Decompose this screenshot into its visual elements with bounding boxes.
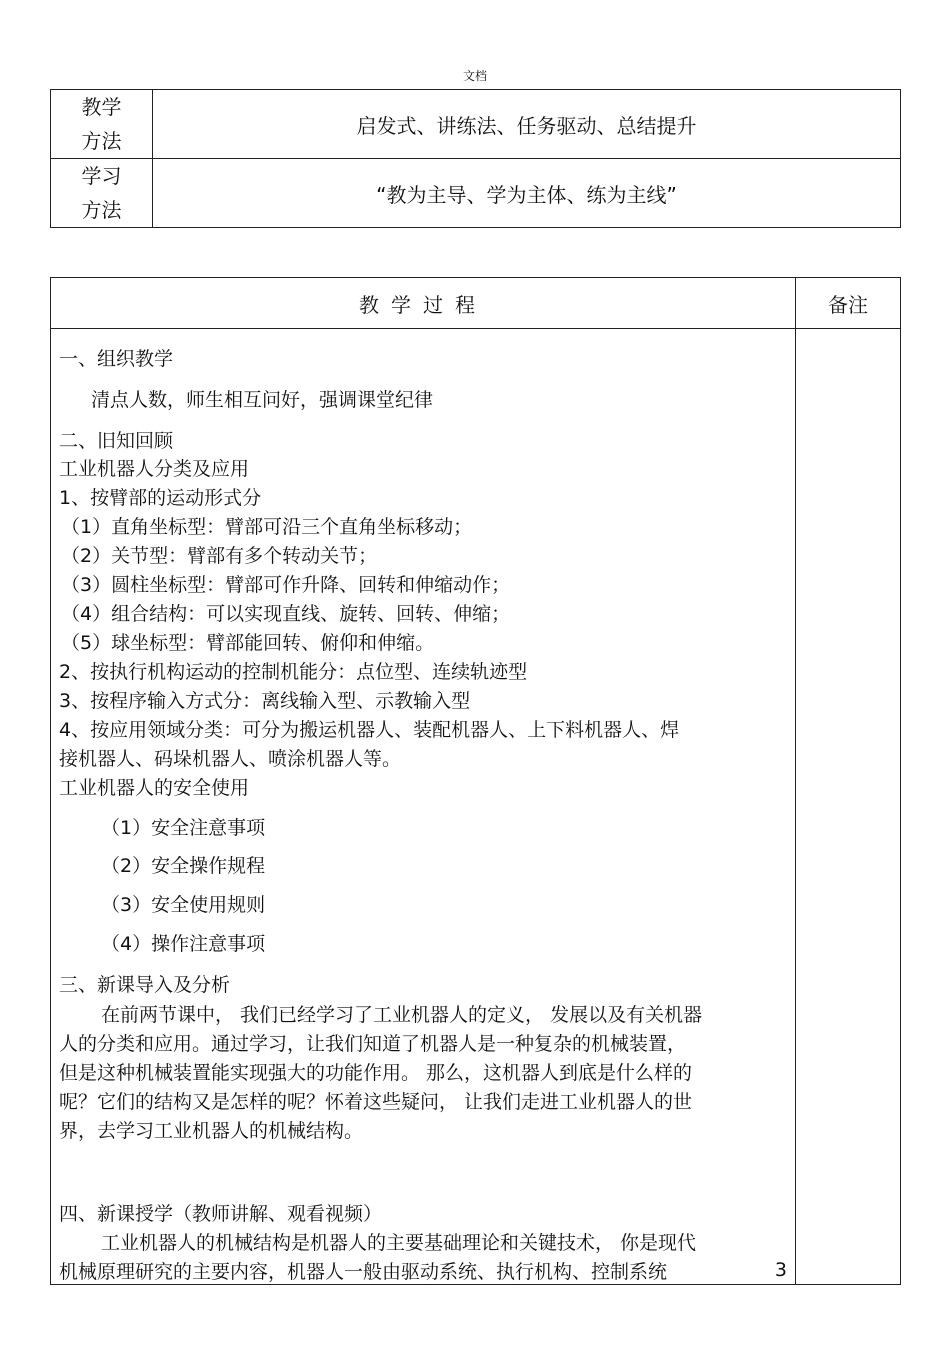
process-heading: 教学过程 <box>51 278 796 329</box>
method-table <box>50 89 901 228</box>
process-table <box>50 277 901 1285</box>
text-line: 1、按臂部的运动形式分 <box>59 487 262 509</box>
learning-method-value: “教为主导、学为主体、练为主线” <box>153 159 901 228</box>
notes-heading: 备注 <box>796 278 901 329</box>
notes-cell <box>796 329 901 1285</box>
text-line: 在前两节课中， 我们已经学习了工业机器人的定义， 发展以及有关机器 <box>101 1004 703 1026</box>
section-heading: 三、新课导入及分析 <box>59 974 231 996</box>
text-line: （1）直角坐标型：臂部可沿三个直角坐标移动； <box>61 516 473 538</box>
text-line: 2、按执行机构运动的控制机能分：点位型、连续轨迹型 <box>59 661 528 683</box>
text-line: （5）球坐标型：臂部能回转、俯仰和伸缩。 <box>61 632 435 654</box>
text-line: 但是这种机械装置能实现强大的功能作用。 那么，这机器人到底是什么样的 <box>59 1062 693 1084</box>
text-line: 3、按程序输入方式分：离线输入型、示教输入型 <box>59 690 471 712</box>
text-line: 接机器人、码垛机器人、喷涂机器人等。 <box>59 748 402 770</box>
text-line: 4、按应用领域分类：可分为搬运机器人、装配机器人、上下料机器人、焊 <box>59 719 680 741</box>
text-line: 工业机器人的安全使用 <box>59 777 250 799</box>
text-line: （2）安全操作规程 <box>101 855 266 877</box>
teaching-method-label: 教学 方法 <box>51 90 153 159</box>
teaching-method-value: 启发式、讲练法、任务驱动、总结提升 <box>153 90 901 159</box>
text-line: （4）操作注意事项 <box>101 933 266 955</box>
text-line: 清点人数，师生相互问好，强调课堂纪律 <box>91 389 434 411</box>
text-line: （3）安全使用规则 <box>101 894 266 916</box>
text-line: （1）安全注意事项 <box>101 817 266 839</box>
text-line: 界，去学习工业机器人的机械结构。 <box>59 1120 364 1142</box>
page-number: 3 <box>774 1259 787 1281</box>
process-content <box>51 329 796 1285</box>
text-line: 人的分类和应用。通过学习，让我们知道了机器人是一种复杂的机械装置， <box>59 1033 687 1055</box>
text-line: （2）关节型：臂部有多个转动关节； <box>61 545 378 567</box>
text-line: （3）圆柱坐标型：臂部可作升降、回转和伸缩动作； <box>61 574 511 596</box>
section-heading: 四、新课授学（教师讲解、观看视频） <box>59 1203 383 1225</box>
text-line: 机械原理研究的主要内容，机器人一般由驱动系统、执行机构、控制系统 <box>59 1261 668 1283</box>
text-line: 工业机器人分类及应用 <box>59 458 250 480</box>
text-line: （4）组合结构：可以实现直线、旋转、回转、伸缩； <box>61 603 511 625</box>
text-line: 呢？它们的结构又是怎样的呢？怀着这些疑问， 让我们走进工业机器人的世 <box>59 1091 693 1113</box>
learning-method-label: 学习 方法 <box>51 159 153 228</box>
section-heading: 二、旧知回顾 <box>59 430 174 452</box>
text-line: 工业机器人的机械结构是机器人的主要基础理论和关键技术， 你是现代 <box>101 1232 697 1254</box>
section-heading: 一、组织教学 <box>59 348 174 370</box>
page-header: 文档 <box>462 69 487 83</box>
